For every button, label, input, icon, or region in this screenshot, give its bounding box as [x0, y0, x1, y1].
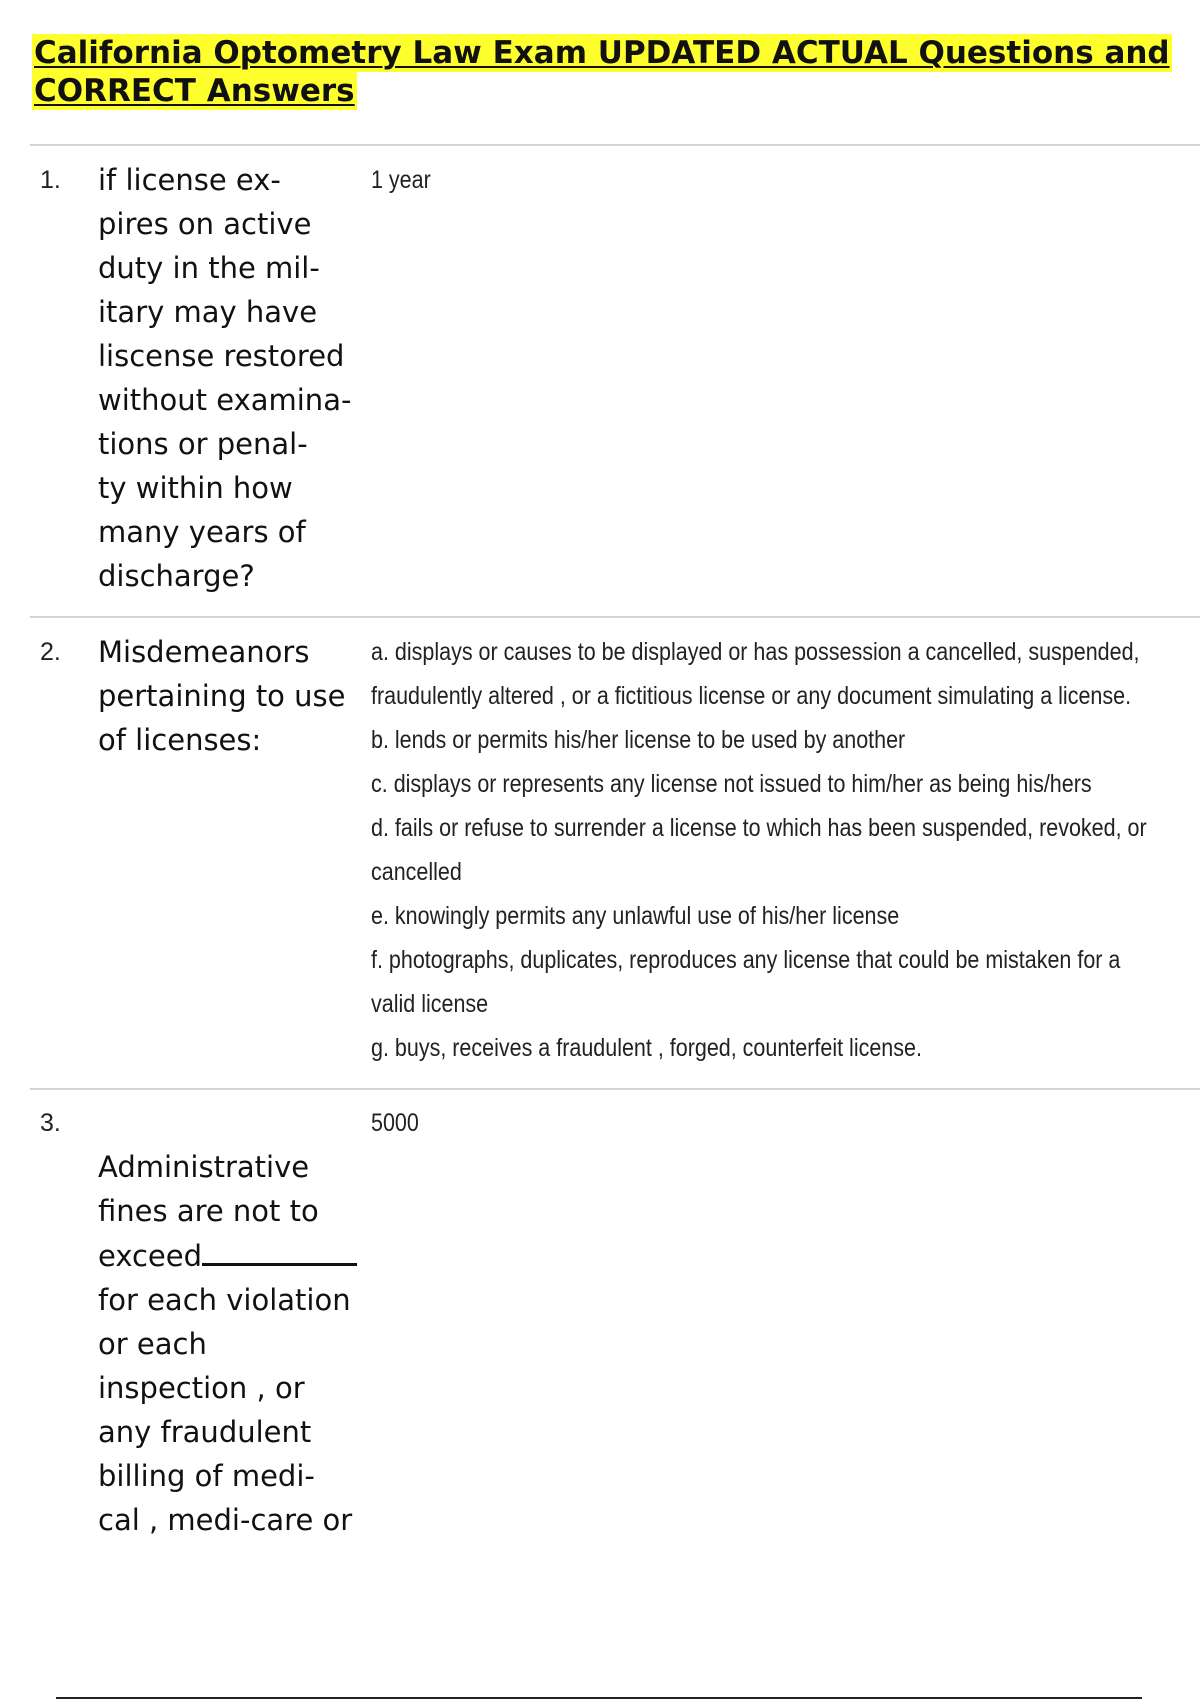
question-text: if license ex- pires on active duty in the mil- itary may have liscense restored without examina- tions or penal- ty within how many years of discharge?: [98, 163, 352, 593]
page-footer-line: [56, 1697, 1142, 1699]
answer-line: c. displays or represents any license not issued to him/her as being his/hers: [371, 770, 1092, 798]
answer-line: cancelled: [371, 858, 462, 886]
answer-line: d. fails or refuse to surrender a license to which has been suspended, revoked, or: [371, 814, 1147, 842]
question-number: 1.: [40, 166, 61, 194]
answer-line: a. displays or causes to be displayed or has possession a cancelled, suspended,: [371, 638, 1140, 666]
answer-line: f. photographs, duplicates, reproduces any license that could be mistaken for a: [371, 946, 1121, 974]
answer-line: b. lends or permits his/her license to be used by another: [371, 726, 906, 754]
divider: [30, 616, 1200, 618]
question-number: 2.: [40, 638, 61, 666]
answer-line: fraudulently altered , or a fictitious license or any document simulating a license.: [371, 682, 1132, 710]
divider: [30, 144, 1200, 146]
answer-text: 5000: [371, 1109, 419, 1137]
title-line-2: CORRECT Answers: [34, 73, 355, 109]
answer-text: 1 year: [371, 166, 431, 194]
question-text-part-2: for each violation or each inspection , or any fraudulent billing of medi- cal , medi-care or: [98, 1283, 353, 1537]
question-number: 3.: [40, 1109, 61, 1137]
fill-in-blank: [202, 1233, 357, 1266]
answer-line: e. knowingly permits any unlawful use of his/her license: [371, 902, 900, 930]
title-line-1: California Optometry Law Exam UPDATED ACTUAL Questions and: [34, 35, 1170, 71]
question-text-part-1: Administrative fines are not to exceed: [98, 1150, 319, 1273]
answer-list: [371, 630, 1197, 1070]
question-text: Misdemeanors pertaining to use of licenses:: [98, 635, 346, 757]
answer-line: g. buys, receives a fraudulent , forged, counterfeit license.: [371, 1034, 922, 1062]
document-title: [32, 34, 1172, 110]
divider: [30, 1088, 1200, 1090]
question-text: [98, 1101, 398, 1586]
answer-line: valid license: [371, 990, 489, 1018]
